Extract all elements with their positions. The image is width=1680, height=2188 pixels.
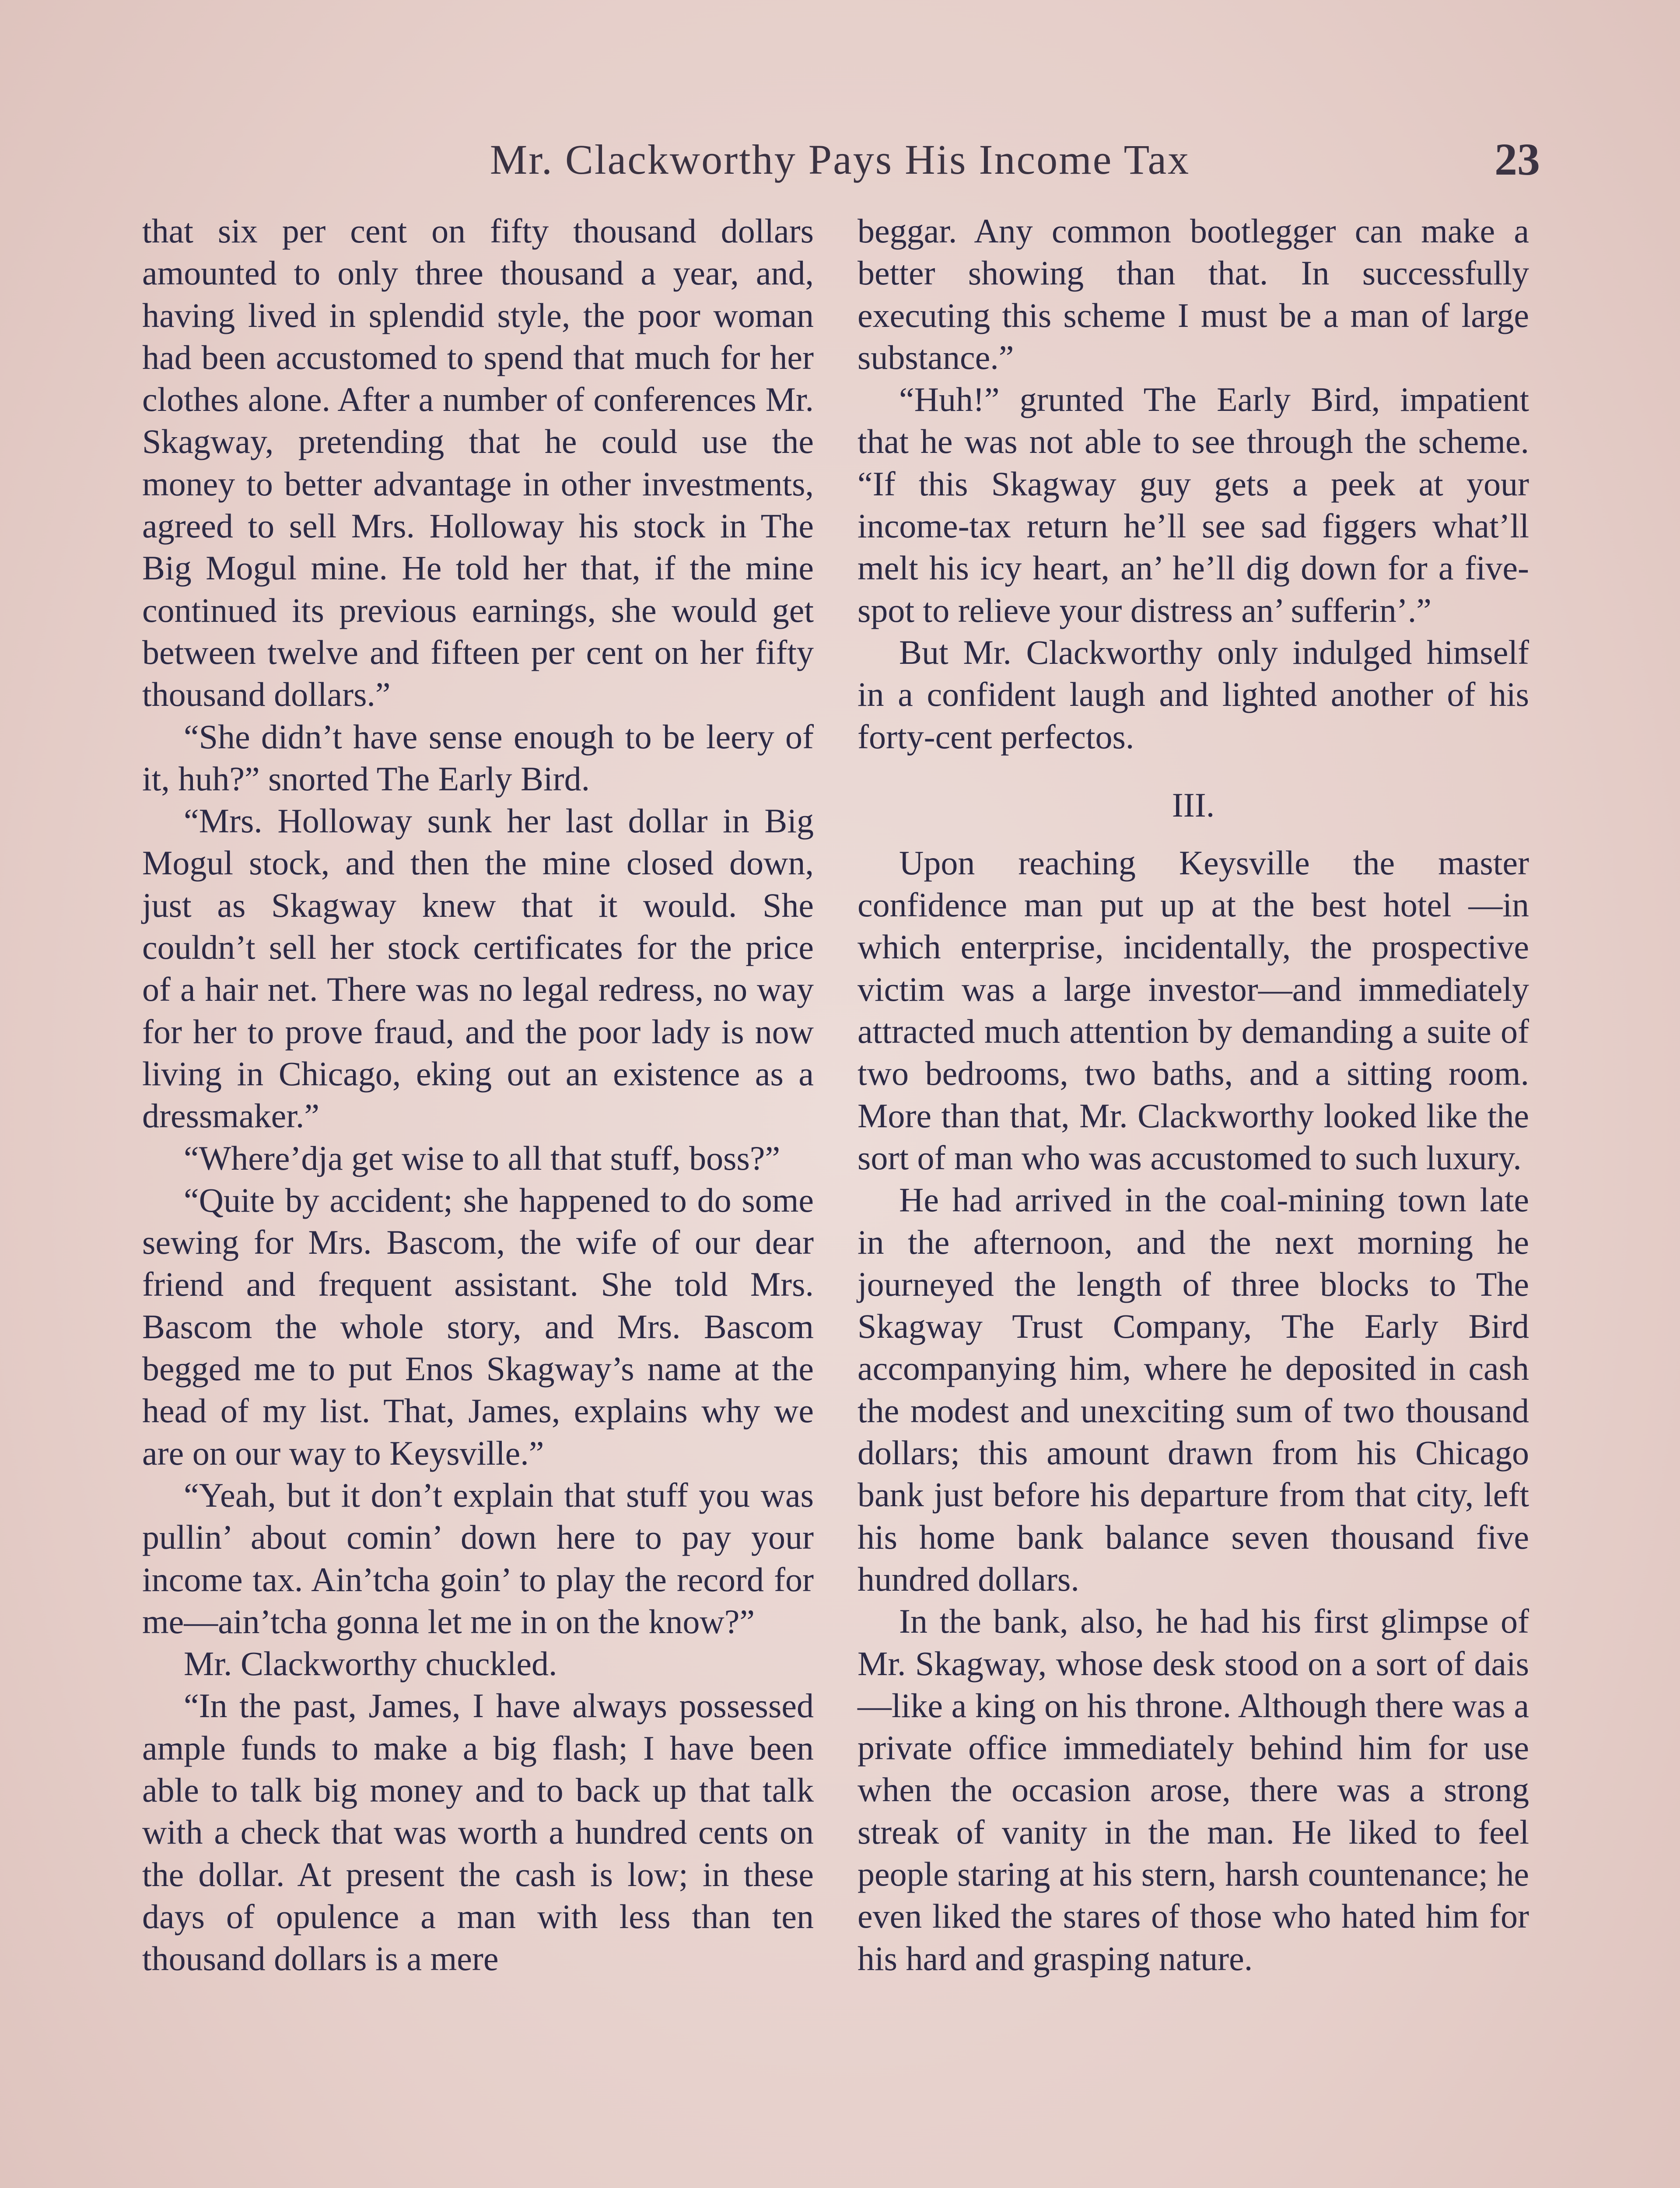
right-column	[858, 210, 1529, 1980]
page-number: 23	[1494, 134, 1540, 185]
paragraph: “Quite by accident; she happened to do some sewing for Mrs. Bascom, the wife of our dear friend and frequent assistant. She told Mrs. Bascom the whole story, and Mrs. Bascom begged me to put Enos Skagway’s name at the head of my list. That, James, explains why we are on our way to Keysville.”	[142, 1181, 814, 1472]
paragraph: “Huh!” grunted The Early Bird, impatient that he was not able to see through the scheme. “If this Skagway guy gets a peek at your income-tax return he’ll see sad figgers what’ll melt his icy heart, an’ he’ll dig down for a five-spot to relieve your distress an’ sufferin’.”	[858, 380, 1529, 629]
section-heading: III.	[1172, 785, 1215, 824]
paragraph: that six per cent on fifty thousand dollars amounted to only three thousand a year, and, having lived in splendid style, the poor woman had been accustomed to spend that much for her clothes alone. After a number of conferences Mr. Skagway, pretending that he could use the money to better advantage in other investments, agreed to sell Mrs. Holloway his stock in The Big Mogul mine. He told her that, if the mine continued its previous earnings, she would get between twelve and fifteen per cent on her fifty thousand dollars.”	[142, 212, 814, 714]
paragraph: But Mr. Clackworthy only indulged himself in a confident laugh and lighted another of his forty-cent perfectos.	[858, 633, 1529, 756]
paragraph: “She didn’t have sense enough to be leery of it, huh?” snorted The Early Bird.	[142, 717, 814, 798]
paragraph: Mr. Clackworthy chuckled.	[184, 1645, 557, 1683]
running-head	[140, 127, 1540, 193]
paragraph: “Mrs. Holloway sunk her last dollar in Big Mogul stock, and then the mine closed down, just as Skagway knew that it would. She couldn’t sell her stock certificates for the price of a hair net. There was no legal redress, no way for her to prove fraud, and the poor lady is now living in Chicago, eking out an existence as a dressmaker.”	[142, 802, 814, 1135]
running-title: Mr. Clackworthy Pays His Income Tax	[490, 136, 1190, 183]
paragraph: “Yeah, but it don’t explain that stuff you was pullin’ about comin’ down here to pay your income tax. Ain’tcha goin’ to play the record for me—ain’tcha gonna let me in on the know?”	[142, 1476, 814, 1641]
paragraph: In the bank, also, he had his first glimpse of Mr. Skagway, whose desk stood on a sort of dais—like a king on his throne. Although there was a private office immediately behind him for use when the occasion arose, there was a strong streak of vanity in the man. He liked to feel people staring at his stern, harsh countenance; he even liked the stares of those who hated him for his hard and grasping nature.	[858, 1602, 1529, 1978]
paragraph: “In the past, James, I have always possessed ample funds to make a big flash; I have been able to talk big money and to back up that talk with a check that was worth a hundred cents on the dollar. At present the cash is low; in these days of opulence a man with less than ten thousand dollars is a mere	[142, 1687, 814, 1978]
paragraph: beggar. Any common bootlegger can make a better showing than that. In successfully executing this scheme I must be a man of large substance.”	[858, 212, 1529, 376]
paragraph: “Where’dja get wise to all that stuff, boss?”	[184, 1139, 780, 1177]
paragraph: He had arrived in the coal-mining town late in the afternoon, and the next morning he journeyed the length of three blocks to The Skagway Trust Company, The Early Bird accompanying him, where he deposited in cash the modest and unexciting sum of two thousand dollars; this amount drawn from his Chicago bank just before his departure from that city, left his home bank balance seven thousand five hundred dollars.	[858, 1181, 1529, 1598]
paragraph: Upon reaching Keysville the master confidence man put up at the best hotel —in which enterprise, incidentally, the prospective victim was a large investor—and immediately attracted much attention by demanding a suite of two bedrooms, two baths, and a sitting room. More than that, Mr. Clackworthy looked like the sort of man who was accustomed to such luxury.	[858, 843, 1529, 1177]
left-column	[142, 210, 814, 1980]
